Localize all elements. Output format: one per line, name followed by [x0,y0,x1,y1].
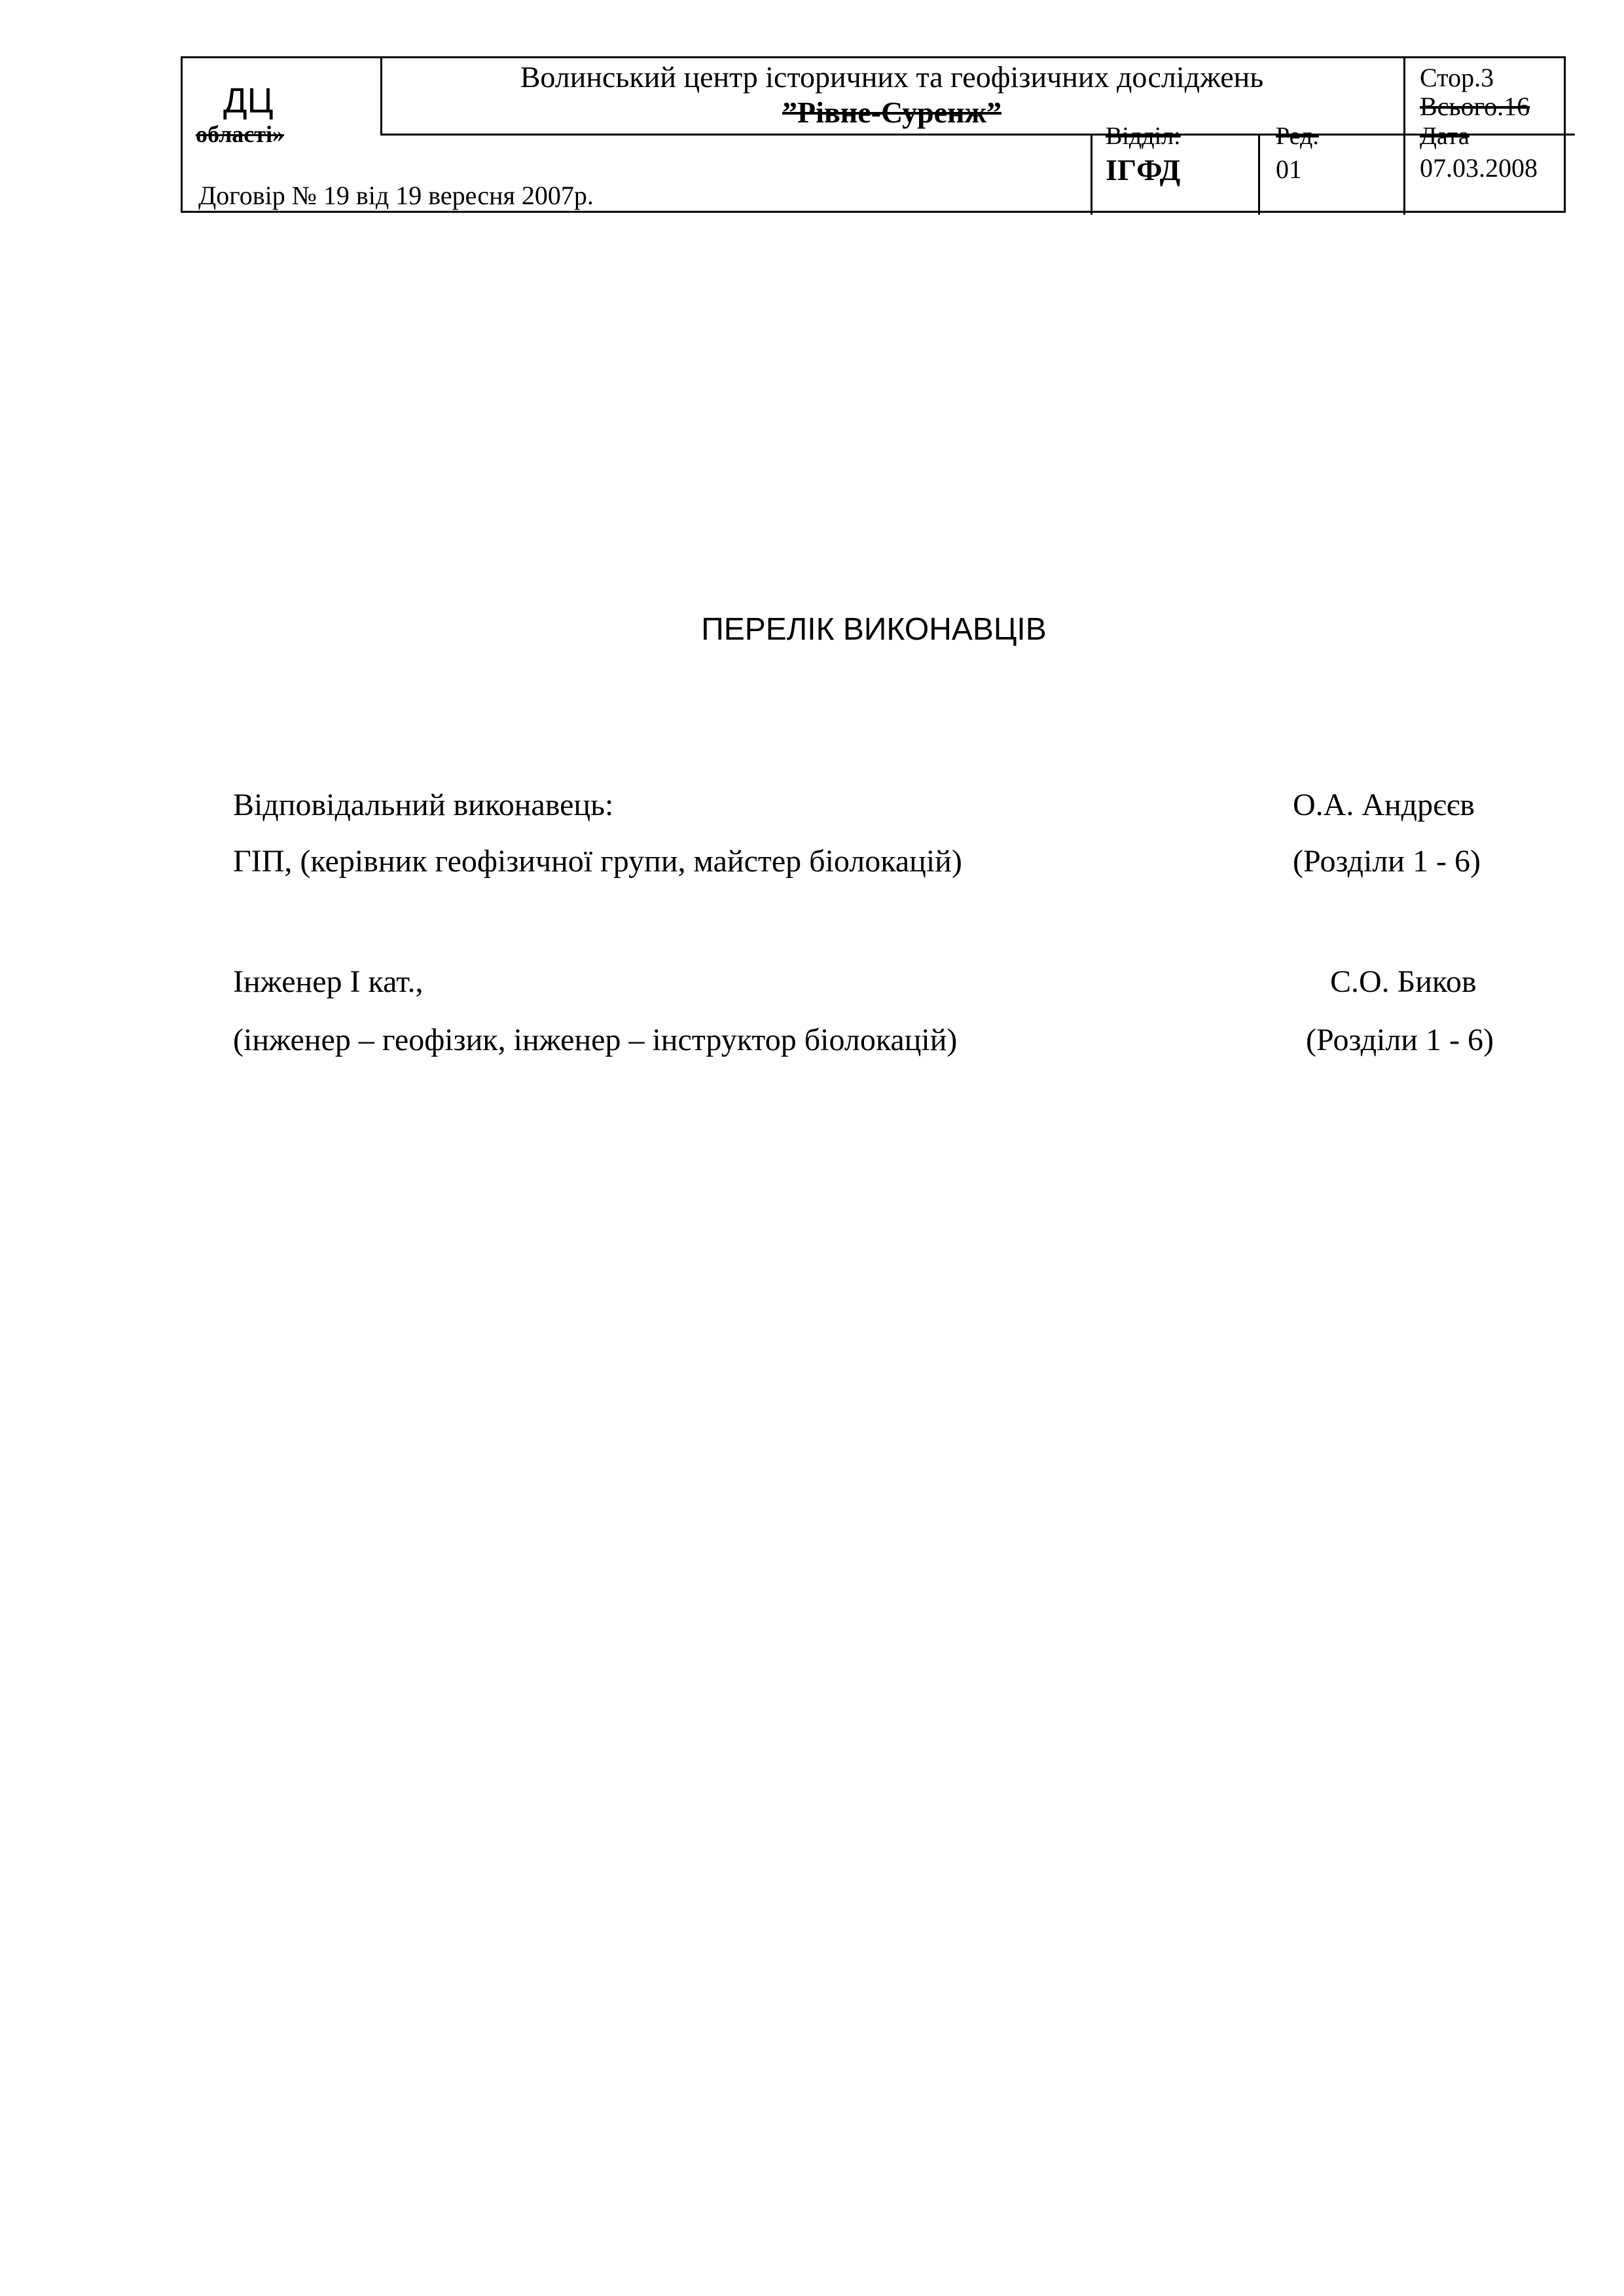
header-divider-horizontal [380,134,1575,136]
header-divider-vertical [1091,134,1092,215]
organization-name: Волинський центр історичних та геофізичних досліджень [520,60,1264,94]
document-header [181,56,1566,213]
region-text: області» [196,121,284,147]
revision-label: Ред. [1276,122,1319,150]
contract-text: Договір № 19 від 19 вересня 2007р. [198,181,594,210]
logo-text: ДЦ [223,81,274,120]
header-divider-vertical [1403,58,1405,215]
header-divider-vertical [1258,134,1260,215]
date-label: Дата [1420,122,1470,150]
performer-name: О.А. Андрєєв [1293,788,1475,822]
performer-name: С.О. Биков [1330,964,1477,999]
department-value: ІГФД [1106,153,1181,187]
page-title: ПЕРЕЛІК ВИКОНАВЦІВ [701,612,1047,647]
revision-value: 01 [1276,155,1302,184]
performer-role: Інженер І кат., [233,964,424,999]
performer-role: Відповідальний виконавець: [233,788,614,822]
total-pages: Всього.16 [1420,92,1530,121]
performer-sections: (Розділи 1 - 6) [1306,1023,1494,1057]
performer-sections: (Розділи 1 - 6) [1293,844,1481,879]
organization-subtitle: ”Рівне-Суренж” [782,96,1001,129]
department-label: Відділ: [1106,122,1181,150]
page-number: Стор.3 [1420,63,1494,92]
performer-position: ГІП, (керівник геофізичної групи, майстер біолокацій) [233,844,962,879]
date-value: 07.03.2008 [1420,153,1538,183]
performer-position: (інженер – геофізик, інженер – інструктор біолокацій) [233,1023,958,1057]
